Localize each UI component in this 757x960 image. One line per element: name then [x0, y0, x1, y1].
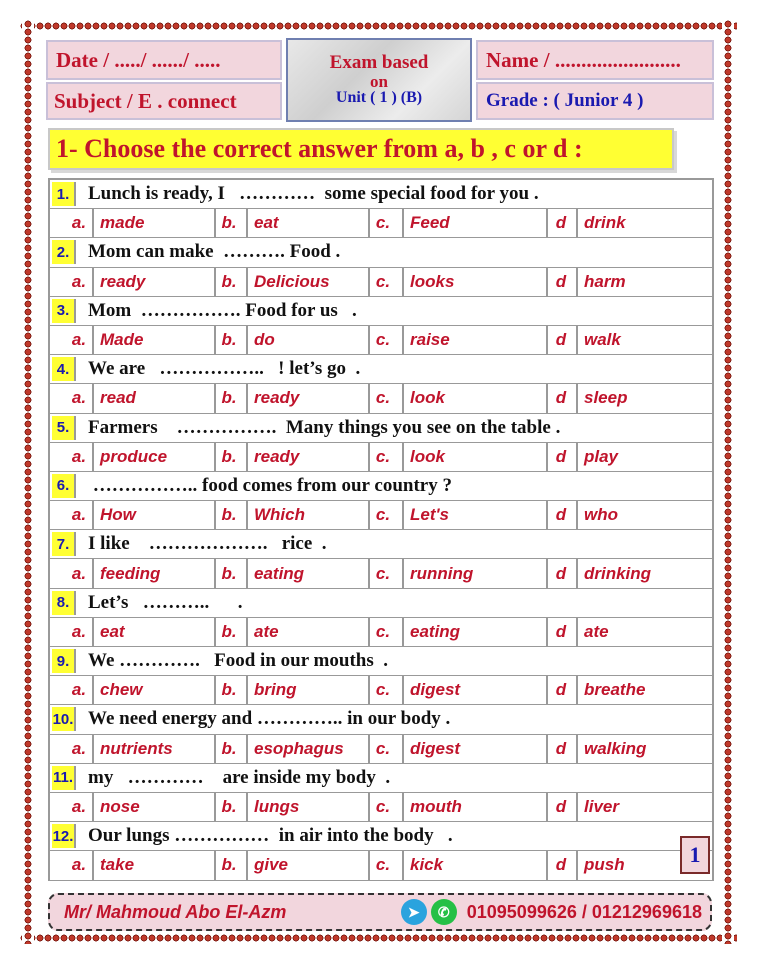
option-letter: d [555, 330, 567, 350]
answer-option[interactable]: eat [254, 213, 279, 233]
answer-option[interactable]: ate [254, 621, 279, 641]
cell-divider [246, 209, 248, 237]
option-letter: d [555, 213, 567, 233]
answer-option[interactable]: digest [410, 738, 461, 758]
question-text: Farmers ……………. Many things you see on the table . [88, 416, 561, 438]
cell-divider [92, 559, 94, 587]
option-letter: c. [375, 563, 391, 583]
answer-option[interactable]: ate [584, 621, 609, 641]
answer-option[interactable]: walk [584, 330, 621, 350]
decorative-border-bottom [20, 932, 737, 944]
question-number: 11. [52, 766, 76, 790]
question-text: Our lungs …………… in air into the body . [88, 825, 453, 847]
answer-option[interactable]: chew [100, 680, 143, 700]
cell-divider [246, 326, 248, 354]
phone-numbers: 01095099626 / 01212969618 [466, 901, 702, 922]
cell-divider [92, 793, 94, 821]
option-letter: c. [375, 621, 391, 641]
answer-option[interactable]: Let's [410, 505, 449, 525]
cell-divider [402, 443, 404, 471]
option-letter: c. [375, 330, 391, 350]
option-letter: a. [71, 330, 87, 350]
cell-divider [402, 793, 404, 821]
answer-option[interactable]: feeding [100, 563, 161, 583]
cell-divider [402, 618, 404, 646]
answer-option[interactable]: liver [584, 797, 619, 817]
answer-option[interactable]: bring [254, 680, 297, 700]
answer-option[interactable]: running [410, 563, 474, 583]
question-row [48, 472, 714, 501]
option-letter: c. [375, 505, 391, 525]
option-letter: b. [221, 680, 237, 700]
cell-divider [92, 384, 94, 412]
option-letter: d [555, 388, 567, 408]
answer-option[interactable]: raise [410, 330, 450, 350]
answer-option[interactable]: read [100, 388, 136, 408]
option-letter: a. [71, 563, 87, 583]
cell-divider [246, 268, 248, 296]
answer-option[interactable]: play [584, 446, 619, 466]
question-row [48, 180, 714, 209]
answer-option[interactable]: do [254, 330, 275, 350]
option-letter: c. [375, 271, 391, 291]
answer-option[interactable]: eating [254, 563, 305, 583]
question-table [48, 178, 714, 881]
options-row [48, 501, 714, 530]
cell-divider [576, 443, 578, 471]
cell-divider [576, 793, 578, 821]
cell-divider [576, 851, 578, 879]
question-text: I like ………………. rice . [88, 533, 327, 555]
option-letter: d [555, 563, 567, 583]
question-text: …………….. food comes from our country ? [88, 474, 452, 496]
cell-divider [92, 851, 94, 879]
cell-divider [576, 501, 578, 529]
option-letter: d [555, 738, 567, 758]
option-letter: a. [71, 738, 87, 758]
options-row [48, 851, 714, 880]
cell-divider [246, 735, 248, 763]
option-letter: c. [375, 797, 391, 817]
option-letter: c. [375, 446, 391, 466]
cell-divider [246, 793, 248, 821]
exam-info-box [286, 38, 472, 122]
cell-divider [92, 326, 94, 354]
cell-divider [402, 559, 404, 587]
cell-divider [92, 443, 94, 471]
options-row [48, 793, 714, 822]
option-letter: b. [221, 330, 237, 350]
author-name: Mr/ Mahmoud Abo El-Azm [64, 901, 287, 922]
option-letter: a. [71, 680, 87, 700]
option-letter: a. [71, 797, 87, 817]
cell-divider [246, 618, 248, 646]
option-letter: c. [375, 738, 391, 758]
option-letter: a. [71, 446, 87, 466]
cell-divider [576, 618, 578, 646]
question-row [48, 705, 714, 734]
answer-option[interactable]: Delicious [254, 271, 330, 291]
option-letter: c. [375, 680, 391, 700]
question-number: 3. [52, 299, 76, 323]
answer-option[interactable]: How [100, 505, 136, 525]
cell-divider [92, 735, 94, 763]
grade-label: Grade : ( Junior 4 ) [486, 90, 644, 111]
question-row [48, 822, 714, 851]
answer-option[interactable]: look [410, 388, 445, 408]
answer-option[interactable]: eating [410, 621, 461, 641]
options-row [48, 326, 714, 355]
cell-divider [402, 209, 404, 237]
question-number: 8. [52, 591, 76, 615]
question-number: 10. [52, 707, 76, 731]
option-letter: c. [375, 388, 391, 408]
answer-option[interactable]: Made [100, 330, 144, 350]
answer-option[interactable]: drink [584, 213, 626, 233]
answer-option[interactable]: lungs [254, 797, 300, 817]
option-letter: b. [221, 271, 237, 291]
exam-line-1: Exam based [329, 51, 429, 73]
cell-divider [92, 501, 94, 529]
option-letter: b. [221, 388, 237, 408]
option-letter: b. [221, 797, 237, 817]
answer-option[interactable]: ready [254, 388, 300, 408]
option-letter: d [555, 446, 567, 466]
answer-option[interactable]: walking [584, 738, 647, 758]
cell-divider [92, 618, 94, 646]
cell-divider [402, 268, 404, 296]
question-number: 2. [52, 240, 76, 264]
decorative-border-top [20, 20, 737, 32]
option-letter: d [555, 680, 567, 700]
cell-divider [402, 735, 404, 763]
answer-option[interactable]: produce [100, 446, 168, 466]
option-letter: b. [221, 213, 237, 233]
answer-option[interactable]: esophagus [254, 738, 344, 758]
question-number: 4. [52, 357, 76, 381]
decorative-border-right [722, 20, 734, 944]
option-letter: b. [221, 505, 237, 525]
answer-option[interactable]: kick [410, 855, 444, 875]
question-text: Mom can make ………. Food . [88, 241, 341, 263]
question-row [48, 530, 714, 559]
option-letter: b. [221, 446, 237, 466]
subject-label: Subject / E . connect [54, 88, 237, 113]
option-letter: d [555, 621, 567, 641]
cell-divider [402, 851, 404, 879]
question-number: 7. [52, 532, 76, 556]
option-letter: a. [71, 271, 87, 291]
question-number: 1. [52, 182, 76, 206]
cell-divider [92, 676, 94, 704]
cell-divider [576, 268, 578, 296]
answer-option[interactable]: harm [584, 271, 626, 291]
answer-option[interactable]: give [254, 855, 289, 875]
answer-option[interactable]: ready [100, 271, 146, 291]
grade-field [476, 82, 714, 120]
question-number: 9. [52, 649, 76, 673]
option-letter: d [555, 797, 567, 817]
options-row [48, 676, 714, 705]
question-text: my ………… are inside my body . [88, 766, 391, 788]
answer-option[interactable]: nutrients [100, 738, 173, 758]
answer-option[interactable]: looks [410, 271, 455, 291]
answer-option[interactable]: made [100, 213, 145, 233]
subject-field [46, 82, 282, 120]
cell-divider [246, 501, 248, 529]
question-row [48, 355, 714, 384]
option-letter: d [555, 505, 567, 525]
cell-divider [246, 384, 248, 412]
answer-option[interactable]: eat [100, 621, 125, 641]
option-letter: a. [71, 855, 87, 875]
cell-divider [402, 326, 404, 354]
answer-option[interactable]: look [410, 446, 445, 466]
contact-info [401, 899, 702, 925]
answer-option[interactable]: breathe [584, 680, 646, 700]
question-text: Lunch is ready, I ………… some special food for you . [88, 183, 539, 205]
cell-divider [92, 209, 94, 237]
options-row [48, 559, 714, 588]
answer-option[interactable]: Feed [410, 213, 450, 233]
options-row [48, 443, 714, 472]
question-row [48, 297, 714, 326]
option-letter: b. [221, 621, 237, 641]
telegram-icon: ➤ [401, 899, 427, 925]
answer-option[interactable]: sleep [584, 388, 628, 408]
option-letter: a. [71, 505, 87, 525]
options-row [48, 618, 714, 647]
answer-option[interactable]: drinking [584, 563, 652, 583]
option-letter: b. [221, 855, 237, 875]
option-letter: a. [71, 388, 87, 408]
answer-option[interactable]: push [584, 855, 625, 875]
cell-divider [402, 384, 404, 412]
cell-divider [246, 559, 248, 587]
name-label: Name / ........................ [486, 47, 681, 72]
option-letter: d [555, 271, 567, 291]
footer [48, 893, 712, 931]
option-letter: a. [71, 213, 87, 233]
cell-divider [246, 851, 248, 879]
date-label: Date / ...../ ....../ ..... [56, 47, 221, 72]
exam-line-2: on [370, 71, 388, 91]
question-row [48, 414, 714, 443]
question-text: Let’s ……….. . [88, 591, 243, 613]
answer-option[interactable]: mouth [410, 797, 462, 817]
cell-divider [576, 676, 578, 704]
options-row [48, 268, 714, 297]
option-letter: c. [375, 855, 391, 875]
answer-option[interactable]: who [584, 505, 618, 525]
question-row [48, 238, 714, 267]
cell-divider [576, 326, 578, 354]
question-number: 6. [52, 474, 76, 498]
answer-option[interactable]: digest [410, 680, 461, 700]
date-field [46, 40, 282, 80]
whatsapp-icon: ✆ [431, 899, 457, 925]
cell-divider [246, 676, 248, 704]
option-letter: a. [71, 621, 87, 641]
cell-divider [576, 209, 578, 237]
question-number: 5. [52, 416, 76, 440]
question-row [48, 764, 714, 793]
answer-option[interactable]: ready [254, 446, 300, 466]
section-title: 1- Choose the correct answer from a, b , c or d : [48, 128, 674, 170]
question-row [48, 589, 714, 618]
options-row [48, 735, 714, 764]
question-number: 12. [52, 824, 76, 848]
option-letter: d [555, 855, 567, 875]
option-letter: c. [375, 213, 391, 233]
cell-divider [576, 559, 578, 587]
cell-divider [402, 501, 404, 529]
question-row [48, 647, 714, 676]
option-letter: b. [221, 563, 237, 583]
decorative-border-left [22, 20, 34, 944]
option-letter: b. [221, 738, 237, 758]
name-field [476, 40, 714, 80]
answer-option[interactable]: nose [100, 797, 140, 817]
question-text: We …………. Food in our mouths . [88, 650, 388, 672]
answer-option[interactable]: Which [254, 505, 305, 525]
page-number: 1 [680, 836, 710, 874]
exam-line-3: Unit ( 1 ) (B) [335, 89, 423, 107]
cell-divider [246, 443, 248, 471]
cell-divider [402, 676, 404, 704]
cell-divider [576, 735, 578, 763]
question-text: Mom ……………. Food for us . [88, 299, 357, 321]
cell-divider [92, 268, 94, 296]
options-row [48, 209, 714, 238]
question-text: We are …………….. ! let’s go . [88, 358, 361, 380]
options-row [48, 384, 714, 413]
cell-divider [576, 384, 578, 412]
answer-option[interactable]: take [100, 855, 135, 875]
question-text: We need energy and ………….. in our body . [88, 708, 451, 730]
